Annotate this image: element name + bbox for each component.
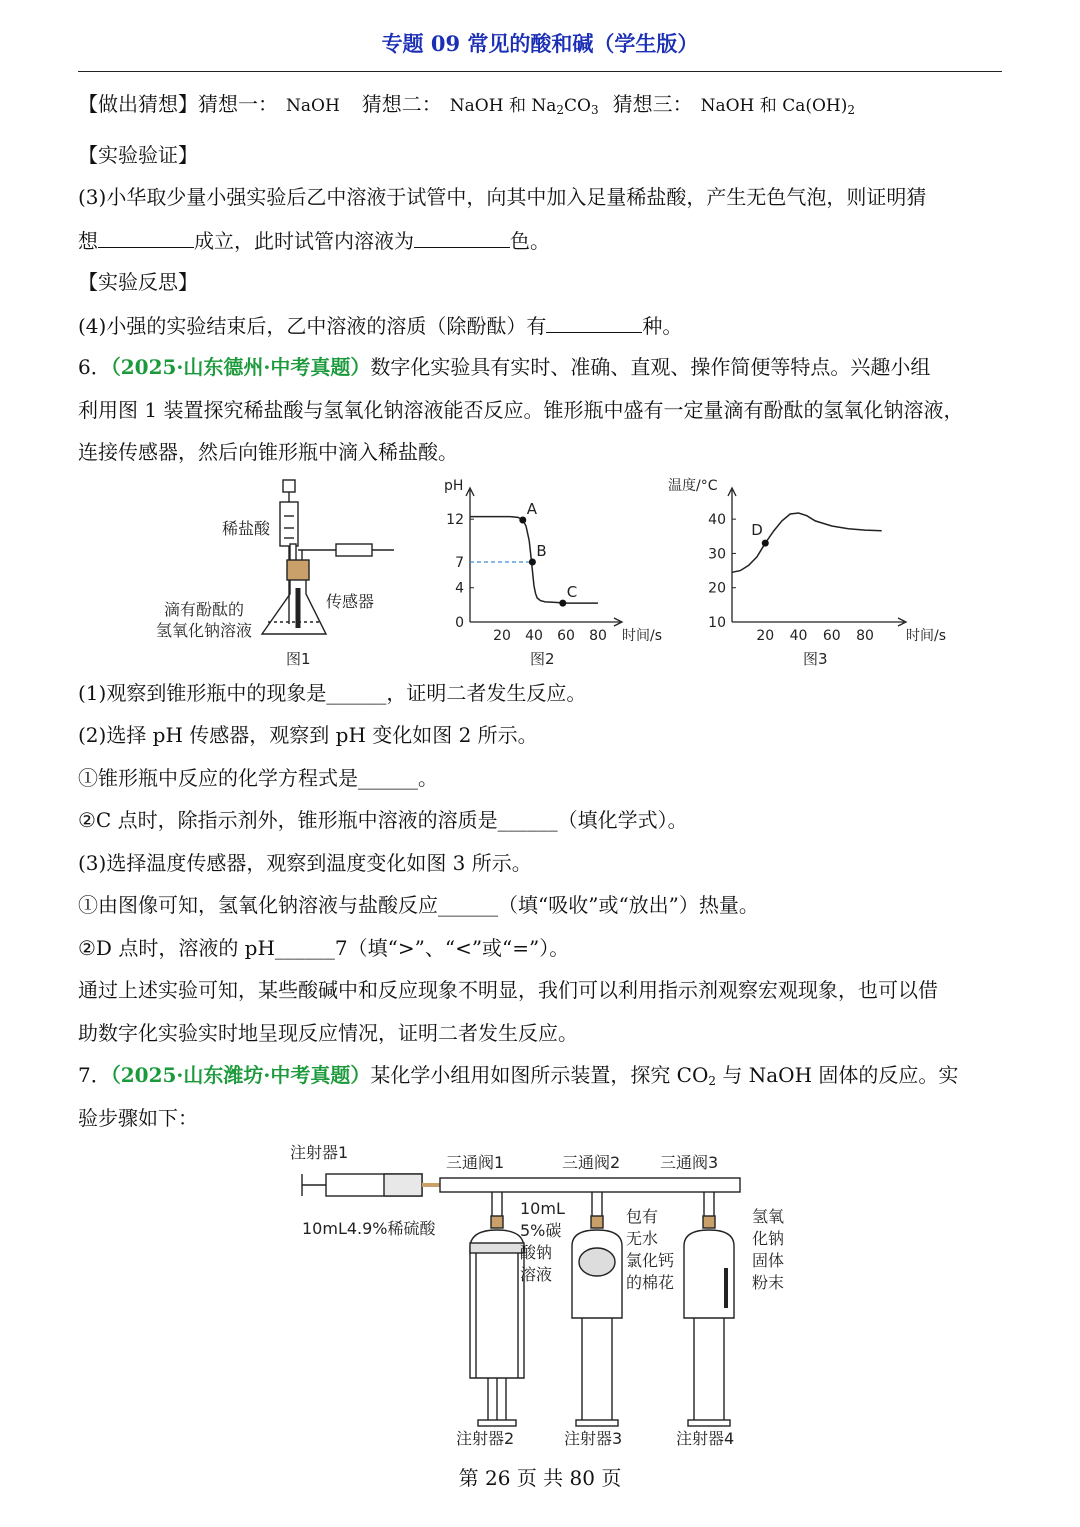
q3-line1: (3)小华取少量小强实验后乙中溶液于试管中，向其中加入足量稀盐酸，产生无色气泡，则证明猜: [78, 185, 927, 209]
label-syringe-3: 注射器3: [564, 1429, 623, 1448]
p6-q2: (2)选择 pH 传感器，观察到 pH 变化如图 2 所示。: [78, 723, 538, 747]
p6-line3: 连接传感器，然后向锥形瓶中滴入稀盐酸。: [78, 440, 458, 464]
q3-line2: 想 成立，此时试管内溶液为 色。: [78, 225, 550, 256]
y-axis-label: 温度/°C: [668, 478, 718, 494]
y-tick-label: 7: [455, 555, 464, 571]
chart-caption: 图2: [530, 650, 555, 668]
label-s4-line3: 固体: [752, 1251, 785, 1270]
section-verify: 【实验验证】: [78, 143, 198, 167]
q4-line: (4)小强的实验结束后，乙中溶液的溶质（除酚酞）有 种。: [78, 310, 682, 341]
label-syringe-2: 注射器2: [456, 1429, 515, 1448]
x-tick-label: 60: [822, 628, 841, 644]
label-s3-line2: 无水: [626, 1229, 659, 1248]
p6-q2a: ①锥形瓶中反应的化学方程式是______。: [78, 766, 438, 790]
figure-2-ph-chart: [434, 476, 674, 672]
p6-q3a: ①由图像可知，氢氧化钠溶液与盐酸反应______（填“吸收”或“放出”）热量。: [78, 893, 759, 917]
label-s2-line4: 溶液: [520, 1265, 553, 1284]
y-axis-label: pH: [444, 478, 464, 494]
y-tick-label: 4: [455, 580, 464, 597]
p6-conclusion-2: 助数字化实验实时地呈现反应情况，证明二者发生反应。: [78, 1021, 578, 1045]
label-s4-line1: 氢氧: [752, 1207, 785, 1226]
point-label-A: A: [526, 500, 538, 518]
x-axis-label: 时间/s: [906, 628, 947, 644]
label-s2-line2: 5%碳: [520, 1221, 562, 1240]
x-tick-label: 40: [789, 628, 808, 644]
page-footer: 第 26 页 共 80 页: [458, 1466, 622, 1490]
label-s3-line4: 的棉花: [626, 1273, 675, 1292]
label-valve-1: 三通阀1: [446, 1153, 505, 1172]
point-label-D: D: [751, 521, 763, 540]
guess-line: 【做出猜想】猜想一： NaOH 猜想二： NaOH 和 $Na_2CO_3$ 猜想三： NaOH 和 $Ca(OH)_2$: [78, 92, 855, 117]
label-s2-line1: 10mL: [520, 1199, 565, 1218]
label-syringe-1: 注射器1: [290, 1143, 349, 1162]
point-label-C: C: [566, 583, 578, 602]
p6-line2: 利用图 1 装置探究稀盐酸与氢氧化钠溶液能否反应。锥形瓶中盛有一定量滴有酚酞的氢氧化钠溶液，: [78, 398, 964, 422]
y-tick-label: 30: [708, 546, 726, 563]
y-tick-label: 10: [708, 615, 726, 631]
p6-q3: (3)选择温度传感器，观察到温度变化如图 3 所示。: [78, 851, 532, 875]
p6-q1: (1)观察到锥形瓶中的现象是______，证明二者发生反应。: [78, 681, 587, 705]
p6-source: （2025·山东德州·中考真题）: [110, 355, 371, 379]
header-rule: [78, 71, 1002, 72]
p6-q2b: ②C 点时，除指示剂外，锥形瓶中溶液的溶质是______（填化学式）。: [78, 808, 688, 832]
point-B: [529, 559, 536, 566]
y-tick-label: 0: [455, 615, 464, 631]
label-sensor: 传感器: [326, 592, 375, 611]
p7-source: （2025·山东潍坊·中考真题）: [110, 1063, 371, 1087]
label-solution-1: 滴有酚酞的: [164, 600, 245, 619]
p7-line2: 验步骤如下：: [78, 1106, 198, 1130]
label-s3-line3: 氯化钙: [626, 1251, 675, 1270]
label-acid: 稀盐酸: [222, 519, 271, 538]
label-s3-line1: 包有: [626, 1207, 659, 1226]
x-tick-label: 20: [756, 628, 775, 644]
y-tick-label: 40: [708, 512, 726, 529]
point-D: [762, 540, 769, 547]
label-s4-line4: 粉末: [752, 1273, 785, 1292]
figure-syringe-apparatus: [280, 1138, 820, 1456]
p7-line1: 7．（2025·山东潍坊·中考真题）某化学小组用如图所示装置，探究 $CO_2$ 与 NaOH 固体的反应。实: [78, 1063, 959, 1088]
x-tick-label: 20: [493, 628, 511, 644]
point-A: [519, 517, 526, 524]
point-C: [559, 600, 566, 607]
chart-caption: 图3: [803, 650, 828, 668]
figure-1-apparatus: [150, 476, 410, 672]
label-valve-2: 三通阀2: [562, 1153, 621, 1172]
figure-3-temp-chart: [664, 476, 947, 672]
page-header: 专题 09 常见的酸和碱（学生版）: [381, 31, 699, 56]
x-tick-label: 80: [856, 628, 874, 644]
x-tick-label: 60: [557, 628, 575, 644]
label-valve-3: 三通阀3: [660, 1153, 719, 1172]
x-axis-label: 时间/s: [622, 628, 663, 644]
label-s4-line2: 化钠: [752, 1229, 785, 1248]
p6-q3b: ②D 点时，溶液的 pH______7（填“>”、“<”或“=”）。: [78, 936, 570, 960]
y-tick-label: 12: [446, 512, 464, 529]
label-syringe-4: 注射器4: [676, 1429, 735, 1448]
x-tick-label: 40: [525, 628, 543, 644]
label-solution-2: 氢氧化钠溶液: [156, 621, 253, 640]
label-syringe-1-content: 10mL4.9%稀硫酸: [302, 1219, 436, 1238]
y-tick-label: 20: [708, 580, 726, 597]
p6-line1: 6．（2025·山东德州·中考真题）数字化实验具有实时、准确、直观、操作简便等特点。兴趣小组: [78, 355, 931, 379]
section-reflect: 【实验反思】: [78, 270, 198, 294]
p6-conclusion-1: 通过上述实验可知，某些酸碱中和反应现象不明显，我们可以利用指示剂观察宏观现象，也可以借: [78, 978, 938, 1002]
point-label-B: B: [536, 542, 547, 560]
caption-fig1: 图1: [286, 650, 311, 668]
label-s2-line3: 酸钠: [520, 1243, 553, 1262]
x-tick-label: 80: [589, 628, 607, 644]
